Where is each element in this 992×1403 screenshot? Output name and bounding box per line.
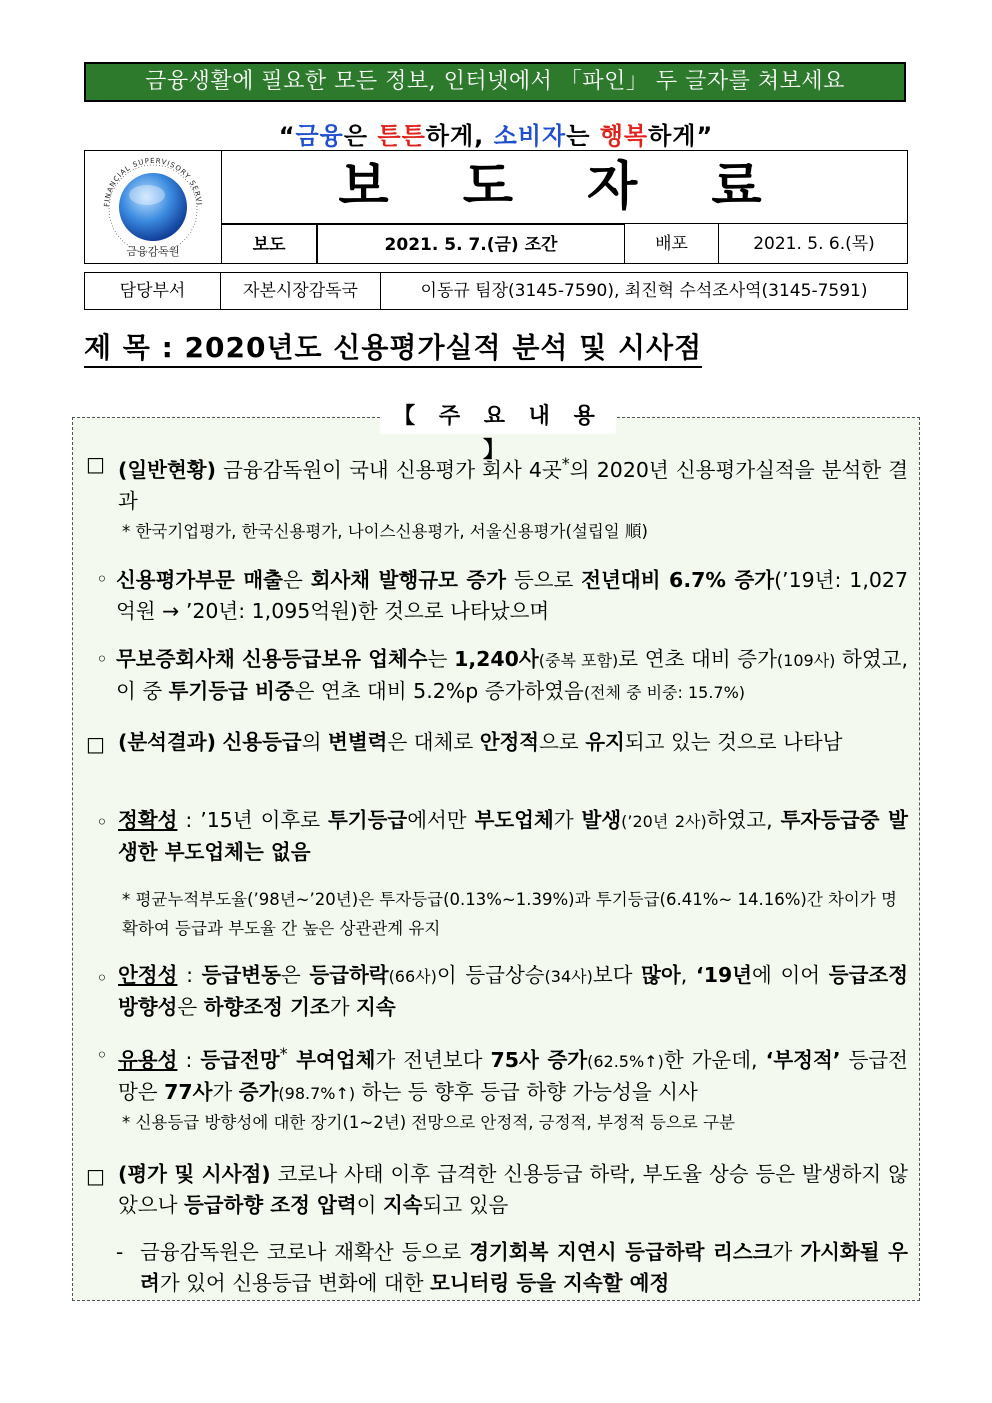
report-date: 2021. 5. 7.(금) 조간 <box>317 224 625 264</box>
bullet-rated-companies: 무보증회사채 신용등급보유 업체수는 1,240사(중복 포함)로 연초 대비 증가(109사) 하였고, 이 중 투기등급 비중은 연초 대비 5.2%p 증가하였음(전체 중 비중: 15.7%) <box>116 647 908 703</box>
section-analysis-results: (분석결과) 신용등급의 변별력은 대체로 안정적으로 유지되고 있는 것으로 나타남 <box>118 730 843 754</box>
bullet-monitoring-plan: 금융감독원은 코로나 재확산 등으로 경기회복 지연시 등급하락 리스크가 가시화될 우려가 있어 신용등급 변화에 대한 모니터링 등을 지속할 예정 <box>140 1240 908 1295</box>
svg-text:금융감독원: 금융감독원 <box>126 245 180 258</box>
department-contacts: 이동규 팀장(3145-7590), 최진혁 수석조사역(3145-7591) <box>420 281 868 301</box>
section-box-icon: □ <box>86 732 105 756</box>
bullet-icon: ◦ <box>96 1043 108 1067</box>
bullet-icon: ◦ <box>96 567 108 591</box>
section-general-status: (일반현황) 금융감독원이 국내 신용평가 회사 4곳*의 2020년 신용평가실적을 분석한 결과 <box>118 454 908 513</box>
section-box-icon: □ <box>86 1164 105 1188</box>
distribution-label: 배포 <box>625 224 719 264</box>
bullet-stability: 안정성 : 등급변동은 등급하락(66사)이 등급상승(34사)보다 많아, ‘19년에 이어 등급조정 방향성은 하향조정 기조가 지속 <box>118 963 908 1019</box>
bullet-icon: ◦ <box>96 966 108 990</box>
bullet-icon: ◦ <box>96 810 108 834</box>
department-row <box>84 272 908 310</box>
accuracy-note: * 평균누적부도율(’98년~’20년)은 투자등급(0.13%~1.39%)과 투기등급(6.41%~ 14.16%)간 차이가 명확하여 등급과 부도율 간 높은 상관관계 유지 <box>122 890 897 938</box>
bullet-accuracy: 정확성 : ’15년 이후로 투기등급에서만 부도업체가 발생(’20년 2사)하였고, 투자등급중 발생한 부도업체는 없음 <box>118 808 908 864</box>
section-general-note: * 한국기업평가, 한국신용평가, 나이스신용평가, 서울신용평가(설립일 順) <box>122 522 648 541</box>
section-evaluation: (평가 및 시사점) 코로나 사태 이후 급격한 신용등급 하락, 부도율 상승 등은 발생하지 않았으나 등급하향 조정 압력이 지속되고 있음 <box>118 1162 908 1217</box>
press-release-header <box>84 150 908 264</box>
svg-text:FINANCIAL SUPERVISORY SERVICE: FINANCIAL SUPERVISORY SERVI <box>102 156 204 208</box>
key-content-label: 【 주 요 내 용 】 <box>380 400 616 434</box>
release-info-row <box>221 223 907 264</box>
page-title: 보 도 자 료 <box>338 156 790 217</box>
bullet-icon: ◦ <box>96 647 108 671</box>
dash-icon: - <box>116 1240 124 1264</box>
fss-logo-icon <box>85 151 221 263</box>
distribution-date: 2021. 5. 6.(목) <box>753 234 875 254</box>
top-banner: 금융생활에 필요한 모든 정보, 인터넷에서 「파인」 두 글자를 쳐보세요 <box>84 62 906 102</box>
usefulness-note: * 신용등급 방향성에 대한 장기(1~2년) 전망으로 안정적, 긍정적, 부정적 등으로 구분 <box>122 1113 735 1132</box>
department-label: 담당부서 <box>85 273 221 309</box>
slogan: “금융은 튼튼하게, 소비자는 행복하게” <box>278 122 714 150</box>
bullet-revenue: 신용평가부문 매출은 회사채 발행규모 증가 등으로 전년대비 6.7% 증가(’19년: 1,027억원 → ’20년: 1,095억원)한 것으로 나타났으며 <box>116 568 908 623</box>
fss-logo <box>85 151 222 263</box>
subject-title: 제 목 : 2020년도 신용평가실적 분석 및 시사점 <box>84 330 702 368</box>
section-box-icon: □ <box>86 452 105 476</box>
bullet-usefulness: 유용성 : 등급전망* 부여업체가 전년보다 75사 증가(62.5%↑)한 가운데, ‘부정적’ 등급전망은 77사가 증가(98.7%↑) 하는 등 향후 등급 하향 가능성을 시사 <box>118 1044 908 1104</box>
report-label: 보도 <box>221 224 317 264</box>
department-name: 자본시장감독국 <box>221 273 381 309</box>
